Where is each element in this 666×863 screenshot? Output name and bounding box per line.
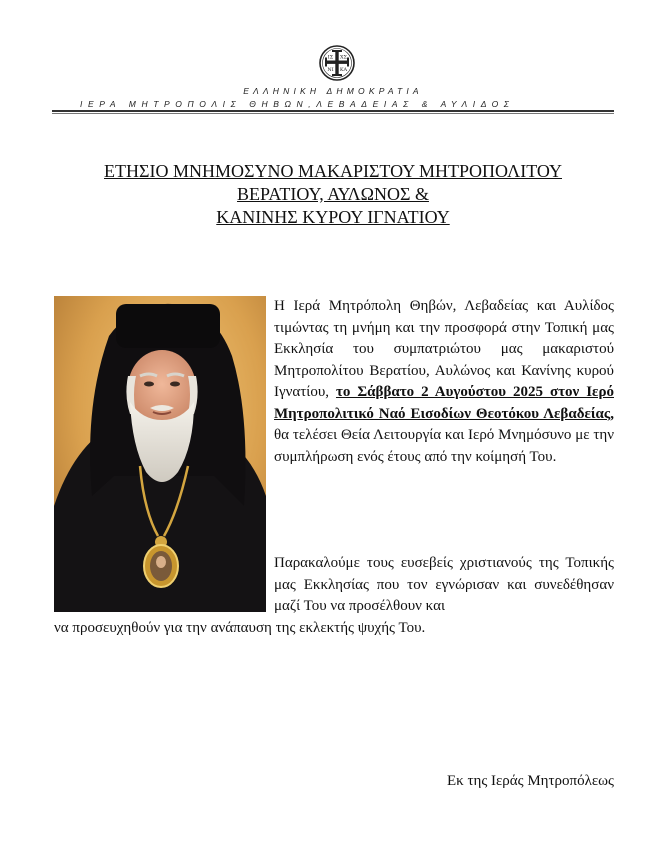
signature-line: Εκ της Ιεράς Μητροπόλεως (446, 773, 614, 789)
paragraph-continuation: θα τελέσει Θεία Λειτουργία και Ιερό Μνημόσυνο με την συμπλήρωση ενός έτους από την κοίμησή Του. (274, 427, 614, 465)
diocese-heading: ΙΕΡΑ ΜΗΤΡΟΠΟΛΙΣ ΘΗΒΩΝ,ΛΕΒΑΔΕΙΑΣ & ΑΥΛΙΔΟΣ (80, 99, 515, 109)
portrait-of-metropolitan-icon (54, 296, 266, 612)
svg-text:ΧΣ: ΧΣ (339, 54, 348, 61)
document-title (40, 160, 626, 229)
title-line-2: ΒΕΡΑΤΙΟΥ, ΑΥΛΩΝΟΣ & (237, 184, 429, 204)
ministry-heading: ΕΛΛΗΝΙΚΗ ΔΗΜΟΚΡΑΤΙΑ (243, 86, 423, 96)
paragraph-intro: Η Ιερά Μητρόπολη Θηβών, Λεβαδείας και Αυλίδος τιμώντας τη μνήμη και την προσφορά στην Τοπική μας Εκκλησία του συμπατριώτου μας μακαριστού Μητροπολίτου Βερατίου, Αυλώνος και Κανίνης κυρού Ιγνατίου, (274, 298, 614, 400)
event-date-location: το Σάββατο 2 Αυγούστου 2025 στον Ιερό Μητροπολιτικό Ναό Εισοδίων Θεοτόκου Λεβαδείας, (274, 384, 614, 422)
header-divider-thin (52, 113, 614, 114)
svg-text:ΚΑ: ΚΑ (339, 67, 348, 73)
byzantine-cross-emblem-icon (318, 44, 356, 82)
invitation-paragraph-end: να προσευχηθούν για την ανάπαυση της εκλεκτής ψυχής Του. (54, 620, 426, 636)
svg-text:ΝΙ: ΝΙ (327, 67, 334, 73)
title-line-3: ΚΑΝΙΝΗΣ ΚΥΡΟΥ ΙΓΝΑΤΙΟΥ (216, 207, 450, 227)
announcement-paragraph (274, 296, 614, 468)
title-line-1: ΕΤΗΣΙΟ ΜΝΗΜΟΣΥΝΟ ΜΑΚΑΡΙΣΤΟΥ ΜΗΤΡΟΠΟΛΙΤΟΥ (104, 161, 562, 181)
svg-text:ΙΣ: ΙΣ (327, 54, 334, 61)
invitation-paragraph: Παρακαλούμε τους ευσεβείς χριστιανούς της Τοπικής μας Εκκλησίας που τον εγνώρισαν και συνεδέθησαν μαζί Του να προσέλθουν και (274, 555, 614, 614)
header-divider (52, 110, 614, 112)
